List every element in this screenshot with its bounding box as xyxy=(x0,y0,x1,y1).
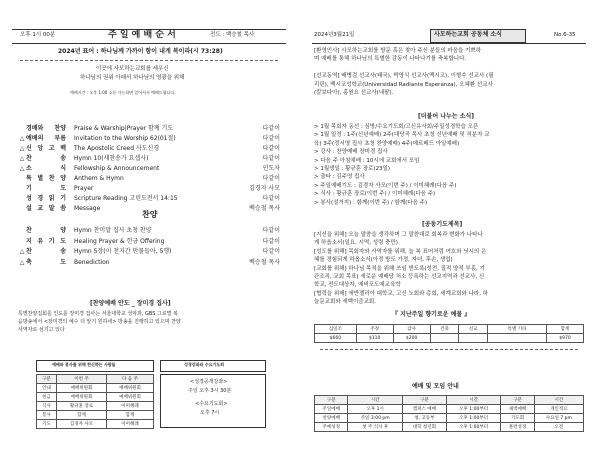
table-cell: 예배위원회 xyxy=(106,393,153,402)
worship-order-title: 주 일 예 배 순 서 xyxy=(108,30,176,40)
table-cell: 새벽예배 xyxy=(501,405,534,414)
schedule-row xyxy=(315,405,584,414)
order-mark xyxy=(18,204,26,213)
table-cell: 오후 1:00부터 xyxy=(446,423,500,432)
server-row xyxy=(37,420,154,429)
table-header-row xyxy=(315,396,584,405)
order-desc: Scripture Reading 고린도전서 14:15 xyxy=(74,195,178,202)
order-mark: △ xyxy=(19,135,25,142)
table-cell: 수요일 7 pm xyxy=(534,414,583,423)
order-label: 성 경 읽 기 xyxy=(26,195,66,202)
table-cell: 봉사 xyxy=(37,411,57,420)
table-cell: 오후 1:00부터 xyxy=(446,405,500,414)
order-row xyxy=(18,154,280,163)
order-mark: △ xyxy=(19,155,25,162)
finance-divider xyxy=(320,349,578,350)
text-line: 며 예배를 통해 하나님의 특별한 감동이 나타나기를 축복합니다. xyxy=(314,56,467,63)
table-cell: 황규훈 장로 xyxy=(57,402,107,411)
finance-value: $970 xyxy=(547,334,584,343)
server-row xyxy=(37,402,154,411)
order-row xyxy=(18,144,280,153)
finance-value: $660 xyxy=(315,334,357,343)
column-header: 다 음 주 xyxy=(106,375,153,384)
order-row xyxy=(18,194,280,203)
order-mark xyxy=(18,194,26,203)
finance-header: 선교 xyxy=(459,325,488,334)
text-line: 게 하옵소서(일요, 시역, 성령 충만) xyxy=(314,240,398,247)
worship-time: 오후 1시 00분 xyxy=(20,32,56,38)
order-mark xyxy=(18,184,26,193)
praise-section-title: 찬양 xyxy=(142,210,158,219)
order-label: 찬 송 xyxy=(26,155,66,162)
finance-header: 합계 xyxy=(547,325,584,334)
order-mark xyxy=(18,226,26,235)
servers-title: 예배와 봉사를 위해 헌신하는 사람들 xyxy=(52,362,116,367)
order-desc: Healing Prayer & 헌금 Offering xyxy=(74,237,165,245)
order-row xyxy=(18,174,280,183)
text-line: [선교동역] 배병걸 선교사(태국), 박영식 선교사(멕시코), 이형수 선교사 (필 xyxy=(314,73,494,80)
together-list xyxy=(314,123,489,207)
broadcast-line: 사역자로 섬기고 있다 xyxy=(18,327,65,334)
order-label: 지 유 기 도 xyxy=(26,237,66,245)
text-line: > 1월 목회자 동선 : 심방/수요기도회/고신유사회/주일성경학습 오픈 xyxy=(314,124,479,130)
order-desc: Prayer xyxy=(74,185,94,192)
column-header: 구분 xyxy=(37,375,57,384)
order-row xyxy=(18,134,280,143)
table-cell: 함께 xyxy=(106,411,153,420)
order-desc: Message xyxy=(74,205,101,212)
order-leader: 다같이 xyxy=(262,175,280,182)
order-leader: 백승철 목사 xyxy=(249,205,280,212)
page-number: No.6-35 xyxy=(554,32,576,38)
text-line: > 주일예배기도 : 김경자 사모(이번 주) / 이미혜례(다음 주) xyxy=(314,182,457,189)
table-cell: 김경자 사모 xyxy=(57,420,107,429)
table-cell: 함께 xyxy=(57,411,107,420)
table-cell: 주예성경 xyxy=(315,423,348,432)
order-leader: 다같이 xyxy=(262,155,280,162)
server-row xyxy=(37,393,154,402)
order-leader: 백승철 목사 xyxy=(249,258,280,266)
bulletin-date: 2024년3월21일 xyxy=(314,32,355,38)
order-leader: 다같이 xyxy=(262,135,280,142)
schedule-table xyxy=(314,395,584,432)
finance-value xyxy=(488,334,547,343)
order-label: 특 별 찬 양 xyxy=(26,175,66,182)
order-mark: △ xyxy=(19,248,25,255)
table-cell: 캠퍼스 예배 xyxy=(402,405,446,414)
order-desc: Praise & Warship|Prayer 함께 기도 xyxy=(74,125,174,132)
finance-value: $110 xyxy=(356,334,393,343)
broadcast-line: 음방송에서 <장미경의 예수 더 알기 원하네> 방송을 진행하고 있으며 찬양 xyxy=(18,319,181,326)
news-section xyxy=(314,47,494,97)
broadcast-title: [찬양예배 안도 _ 장미경 집사] xyxy=(90,300,171,307)
table-cell: 청, 고등부 xyxy=(402,414,446,423)
finance-header: 주정 xyxy=(356,325,393,334)
table-cell: 오후 1시 xyxy=(348,405,402,414)
bulletin-right-page xyxy=(300,0,600,464)
text-line: > 강사 : 찬양예배 장미경 집사 xyxy=(314,149,388,156)
table-cell: 훈련성경 xyxy=(501,423,534,432)
table-cell: 오후 1:00부터 xyxy=(446,414,500,423)
table-cell: 대학 청년회 xyxy=(402,423,446,432)
table-cell: 이미혜례 xyxy=(106,402,153,411)
table-header-row xyxy=(37,375,154,384)
table-cell: 헌금 xyxy=(37,393,57,402)
order-mark xyxy=(18,237,26,246)
study-line-2: 주일 오후 3시 30분 xyxy=(188,388,232,394)
order-label: 설 교 말 씀 xyxy=(26,205,66,212)
finance-values-row xyxy=(315,334,584,343)
table-cell: 찬양예배 xyxy=(315,414,348,423)
schedule-title: 예배 및 모임 안내 xyxy=(412,383,459,390)
order-label: 찬 양 xyxy=(26,227,66,234)
order-row xyxy=(18,184,280,193)
order-leader: 다같이 xyxy=(262,145,280,152)
text-line: [협력을 위해] 에반젤리아 대학교, 고신 노회와 총회, 세계교회와 나라, 하 xyxy=(314,290,489,297)
order-label: 축 도 xyxy=(26,258,66,266)
order-row xyxy=(18,164,280,173)
order-mark: △ xyxy=(19,165,25,172)
subtitle-2: 하나님의 권위 아래서 하나님의 영광을 위해 xyxy=(80,75,185,81)
order-desc: Hymn 5장(이 천지간 만물들아, 5행) xyxy=(74,248,172,255)
text-line: 늘문교회와 세백이즘교회. xyxy=(314,299,376,306)
text-line: > 봉사(설거지) : 함께(이번 주) / 함께(다음 주) xyxy=(314,199,428,206)
praise-row xyxy=(18,226,280,235)
header-bottom-rule xyxy=(12,43,286,44)
order-desc: Anthem & Hymn xyxy=(74,175,124,182)
column-header: 구분 xyxy=(402,396,446,405)
text-line: > 식사 : 황규훈 장로(이번 주) / 이미혜례(다음 주) xyxy=(314,191,436,198)
table-cell: 이미혜례 xyxy=(106,420,153,429)
finance-table xyxy=(314,324,584,343)
column-header: 시간 xyxy=(534,396,583,405)
order-desc: Hymn 10(새찬송가 요셉사) xyxy=(74,155,149,162)
finance-header: 십일조 xyxy=(315,325,357,334)
study-line-4: 오후 7시 xyxy=(200,410,220,416)
text-line: [성도를 위해] 목회자와 사역자를 위해, 늘 복 표어처럼 여호와 닛시의 은 xyxy=(314,248,487,255)
text-line: (칼보다아), 홍원요 선교사(네팔). xyxy=(314,90,394,97)
order-row xyxy=(18,124,280,133)
right-header-rule xyxy=(312,43,586,44)
finance-value xyxy=(430,334,459,343)
text-line: > 출타 : 김주영 집사 xyxy=(314,174,365,181)
theme-divider xyxy=(20,60,278,61)
text-line: 리핀), 멕시코성학교(Universidad Radiante Esperanza), 오혜환 선교사 xyxy=(314,81,493,88)
order-mark xyxy=(18,174,26,183)
finance-header: 건축 xyxy=(430,325,459,334)
text-line: 육) 3주(정서영 집사 초청 찬양예배) 4주(메르베드 아일예배) xyxy=(314,140,460,147)
worship-note: 예배시간 : 오후 1:00 소등 가능하면 일어서서 예배드립니다. xyxy=(70,90,176,95)
prayer-title: [공동기도제목] xyxy=(422,221,463,228)
column-header: 구분 xyxy=(315,396,348,405)
text-line: [환영인사] 사모하는교회를 방문 혹은 찾아 주신 분들의 마음을 기쁘하 xyxy=(314,48,482,54)
order-mark: △ xyxy=(19,258,25,266)
order-label: 찬 송 xyxy=(26,248,66,255)
year-theme: 2024년 표어 : 하나님께 가까이 함이 내게 복이라(시 73:28) xyxy=(58,48,223,55)
table-cell: 식사 xyxy=(37,402,57,411)
column-header: 구분 xyxy=(501,396,534,405)
servers-table xyxy=(36,374,154,429)
column-header: 이번 주 xyxy=(57,375,107,384)
study-line-3: <수요기도회> xyxy=(195,401,228,407)
table-cell: 주일예배 xyxy=(315,405,348,414)
table-cell: 예배위원회 xyxy=(57,384,107,393)
table-cell: 오전 xyxy=(534,423,583,432)
praise-row xyxy=(18,258,280,267)
praise-row xyxy=(18,247,280,256)
order-leader: 다같이 xyxy=(262,248,280,255)
column-header: 시간 xyxy=(348,396,402,405)
server-row xyxy=(37,384,154,393)
finance-header: 특별 기타 xyxy=(488,325,547,334)
order-leader: 다같이 xyxy=(262,195,280,202)
order-leader: 인도자 xyxy=(262,165,280,172)
text-line: > 1월 일정 : 1주(신년예배) 2주(대당곡 목사 초청 신년예배 및 직분자 교 xyxy=(314,132,490,139)
table-cell: 기도 xyxy=(37,420,57,429)
table-cell: 예배위원회 xyxy=(106,384,153,393)
table-cell: 기도회 xyxy=(501,414,534,423)
order-mark xyxy=(18,124,26,133)
finance-header: 감사 xyxy=(393,325,430,334)
column-header: 시간 xyxy=(446,396,500,405)
order-desc: Fellowship & Announcement xyxy=(74,165,160,172)
study-title: 성경강좌와 수요기도회 xyxy=(184,362,225,367)
finance-title: 『 지난주일 향기로운 예물 』 xyxy=(392,311,471,318)
text-line: 혜를 경험되게 하옵소서(아정 방도 가정, 자녀, 후손, 생업) xyxy=(314,257,453,264)
table-cell: 개인적으 xyxy=(534,405,583,414)
order-label: 예배의 부름 xyxy=(26,135,66,142)
table-cell: 첫 주 식사 후 xyxy=(348,423,402,432)
broadcast-line: 특별찬양집회를 인도를 장미경 집사는 서울대학교 성악과, GBS 그로벌 복 xyxy=(18,311,178,317)
schedule-row xyxy=(315,414,584,423)
order-label: 신 앙 고 백 xyxy=(26,145,66,152)
table-cell: 안내 xyxy=(37,384,57,393)
table-header-row xyxy=(315,325,584,334)
text-line xyxy=(314,64,494,72)
order-desc: The Apostolic Creed 사도신경 xyxy=(74,145,160,152)
together-title: [더불어 나누는 소식] xyxy=(418,113,475,120)
server-row xyxy=(37,411,154,420)
order-label: 기 도 xyxy=(26,185,66,192)
prayer-list xyxy=(314,231,488,307)
order-mark: △ xyxy=(19,145,25,152)
preacher: 전도 : 백승철 목사 xyxy=(210,32,255,38)
order-label: 소 식 xyxy=(26,165,66,172)
text-line: [교회를 위해] 하나님 목적을 위해 쓰임 받도록(성전, 질적 양적 부흥, 기 xyxy=(314,265,485,272)
order-desc: Hymn 찬미말 집사 초청 찬양 xyxy=(74,227,152,234)
order-label: 경배와 찬양 xyxy=(26,125,66,132)
order-leader: 다같이 xyxy=(262,125,280,132)
finance-value xyxy=(459,334,488,343)
order-desc: Invitation to the Worship 62(01절) xyxy=(74,135,176,142)
study-line-1: <성경공개강좌> xyxy=(190,379,228,385)
table-cell: 예배위원회 xyxy=(57,393,107,402)
table-cell: 주일 3:00 pm xyxy=(348,414,402,423)
broadcast-text xyxy=(18,310,181,335)
order-desc: Benediction xyxy=(74,258,110,266)
text-line: > 다음 주 아침예배 : 10시에 교회에서 모임 xyxy=(314,157,420,164)
order-leader: 김경자 사모 xyxy=(249,185,280,192)
text-line: [지선을 위해] 오늘 말씀을 생각하며 그 말씀대로 회복과 변화가 나타나 xyxy=(314,232,483,238)
order-leader: 다같이 xyxy=(262,237,280,245)
church-title: 사모하는교회 공동체 소식 xyxy=(434,31,502,38)
order-leader: 다같이 xyxy=(262,227,280,234)
text-line: > 1월생일 : 황규훈 장로(23일) xyxy=(314,166,391,173)
text-line: 학교, 전도대상자, 예비포도예교육학 xyxy=(314,282,401,289)
praise-row xyxy=(18,237,280,246)
schedule-row xyxy=(315,423,584,432)
finance-value: $200 xyxy=(393,334,430,343)
subtitle-1: 이곳에 사모하는교회를 세우신 xyxy=(96,66,169,72)
text-line: 관조직, 교회 목표) 새로운 예배당 처소 등록하는 선교지역과 선교사, 신 xyxy=(314,274,485,281)
